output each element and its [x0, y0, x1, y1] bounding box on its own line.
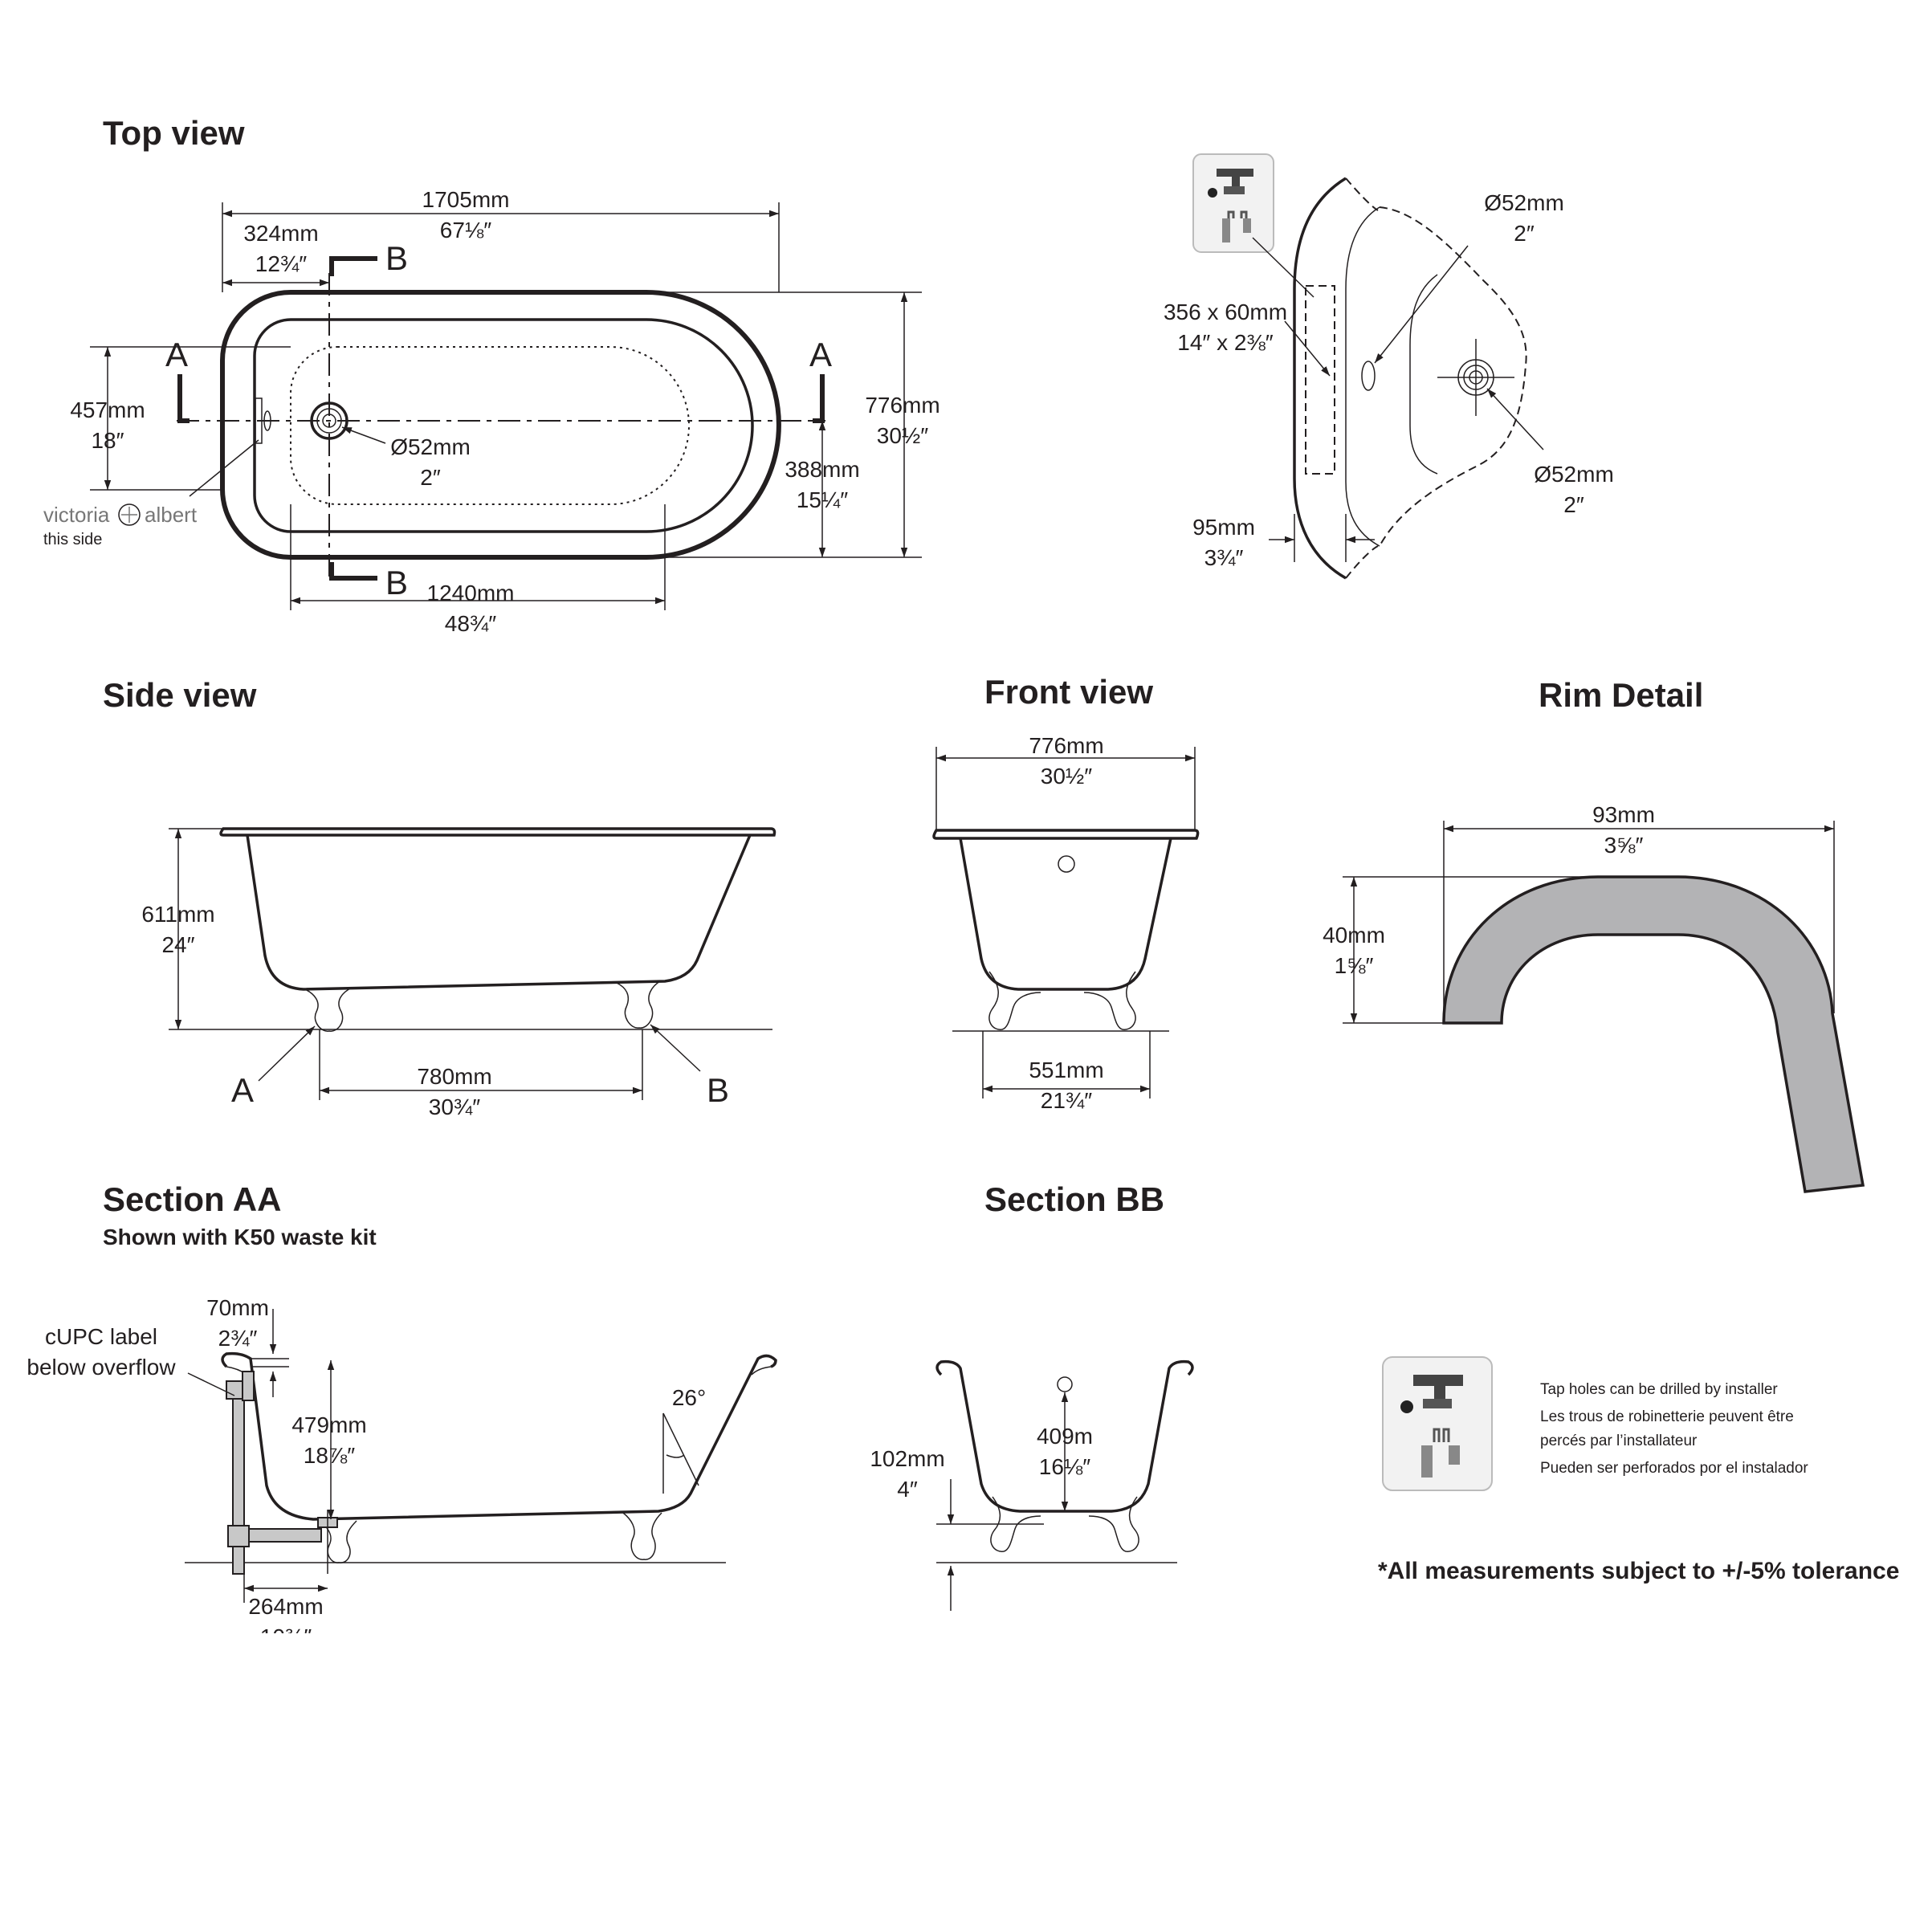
- dim-drain-offset-width-mm: 457mm: [70, 397, 145, 422]
- section-b-bottom-label: B: [385, 564, 409, 601]
- tap-icon: [1193, 154, 1274, 252]
- dim-inner-length-in: 48¾″: [444, 611, 497, 636]
- tap-note-fr-1: Les trous de robinetterie peuvent être: [1540, 1408, 1794, 1425]
- dim-drain-offset-width-in: 18″: [91, 428, 124, 453]
- dim-overflow-offset-mm: 70mm: [206, 1295, 269, 1320]
- tap-note-fr-2: percés par l’installateur: [1540, 1433, 1698, 1449]
- tolerance-note: *All measurements subject to +/-5% tolerance: [1378, 1558, 1900, 1584]
- side-view: [141, 829, 774, 1119]
- dim-front-width-mm: 776mm: [1029, 733, 1104, 758]
- dim-waste-diameter-in: 2″: [1563, 492, 1584, 517]
- section-aa: [26, 1295, 776, 1649]
- dim-rim-height-mm: 40mm: [1323, 923, 1385, 948]
- heading-side-view: Side view: [103, 676, 257, 714]
- dim-waste-offset-mm: 264mm: [248, 1594, 324, 1619]
- cupc-label-line-1: cUPC label: [44, 1324, 158, 1349]
- dim-rim-thickness-mm: 95mm: [1192, 515, 1255, 540]
- rim-profile: [1444, 877, 1863, 1192]
- dim-depth-mm: 479mm: [291, 1412, 367, 1437]
- dim-bb-depth-mm: 409m: [1036, 1424, 1094, 1449]
- dim-depth-in: 18⅞″: [303, 1443, 356, 1468]
- dim-rim-width-in: 3⅝″: [1604, 833, 1644, 858]
- dim-slot-mm: 356 x 60mm: [1163, 300, 1288, 324]
- side-label-a: A: [231, 1071, 255, 1109]
- top-view: [43, 187, 940, 636]
- dim-height-mm: 611mm: [141, 902, 215, 927]
- side-label-b: B: [707, 1071, 730, 1109]
- tap-note: [1383, 1357, 1808, 1490]
- brand-this-side: this side: [43, 531, 103, 548]
- dim-overflow-diameter-in: 2″: [1514, 221, 1535, 246]
- heading-section-bb: Section BB: [984, 1180, 1165, 1218]
- dim-inner-length-mm: 1240mm: [426, 581, 515, 605]
- dim-half-width-mm: 388mm: [785, 457, 860, 482]
- subheading-section-aa: Shown with K50 waste kit: [103, 1225, 377, 1249]
- tap-note-es: Pueden ser perforados por el instalador: [1540, 1460, 1808, 1477]
- heading-top-view: Top view: [103, 114, 245, 152]
- tap-hole-detail: [1164, 154, 1614, 578]
- dim-bb-height-in: 4″: [897, 1477, 918, 1502]
- brand-albert: albert: [145, 503, 198, 527]
- dim-length-in: 67⅛″: [439, 218, 492, 243]
- dim-front-feet-mm: 551mm: [1029, 1058, 1104, 1082]
- dim-overflow-diameter-mm: Ø52mm: [1484, 190, 1564, 215]
- dim-width-in: 30½″: [876, 423, 929, 448]
- dim-drain-offset-length-in: 12¾″: [255, 251, 308, 276]
- dim-waste-diameter-mm: Ø52mm: [1534, 462, 1614, 487]
- tap-note-en: Tap holes can be drilled by installer: [1540, 1381, 1778, 1398]
- dim-bb-height-mm: 102mm: [870, 1446, 945, 1471]
- heading-section-aa: Section AA: [103, 1180, 282, 1218]
- dim-rim-height-in: 1⅝″: [1334, 953, 1374, 978]
- dim-feet-span-in: 30¾″: [428, 1094, 481, 1119]
- dim-front-width-in: 30½″: [1040, 764, 1093, 789]
- dim-drain-offset-length-mm: 324mm: [243, 221, 319, 246]
- heading-front-view: Front view: [984, 673, 1154, 711]
- section-bb: [870, 1362, 1192, 1611]
- tap-note-icon: [1383, 1357, 1492, 1490]
- dim-height-in: 24″: [161, 932, 195, 957]
- dim-slot-in: 14″ x 2⅜″: [1177, 330, 1274, 355]
- dim-drain-diameter-in: 2″: [420, 465, 441, 490]
- brand-victoria: victoria: [43, 503, 110, 527]
- rim-detail: [1323, 802, 1863, 1192]
- dim-length-mm: 1705mm: [422, 187, 510, 212]
- dim-front-feet-in: 21¾″: [1040, 1088, 1093, 1113]
- dim-feet-span-mm: 780mm: [417, 1064, 492, 1089]
- dim-half-width-in: 15¼″: [796, 487, 849, 512]
- dim-width-mm: 776mm: [865, 393, 940, 418]
- dim-drain-diameter-mm: Ø52mm: [390, 434, 471, 459]
- heading-rim-detail: Rim Detail: [1539, 676, 1704, 714]
- section-a-right-label: A: [809, 336, 833, 373]
- dim-overflow-offset-in: 2¾″: [218, 1326, 258, 1351]
- dim-bb-depth-in: 16⅛″: [1038, 1454, 1091, 1479]
- section-b-top-label: B: [385, 239, 409, 277]
- front-view: [934, 733, 1198, 1113]
- dim-wall-angle: 26°: [671, 1385, 707, 1410]
- dim-rim-width-mm: 93mm: [1592, 802, 1655, 827]
- section-a-left-label: A: [165, 336, 189, 373]
- cupc-label-line-2: below overflow: [26, 1355, 176, 1380]
- dim-rim-thickness-in: 3¾″: [1204, 545, 1244, 570]
